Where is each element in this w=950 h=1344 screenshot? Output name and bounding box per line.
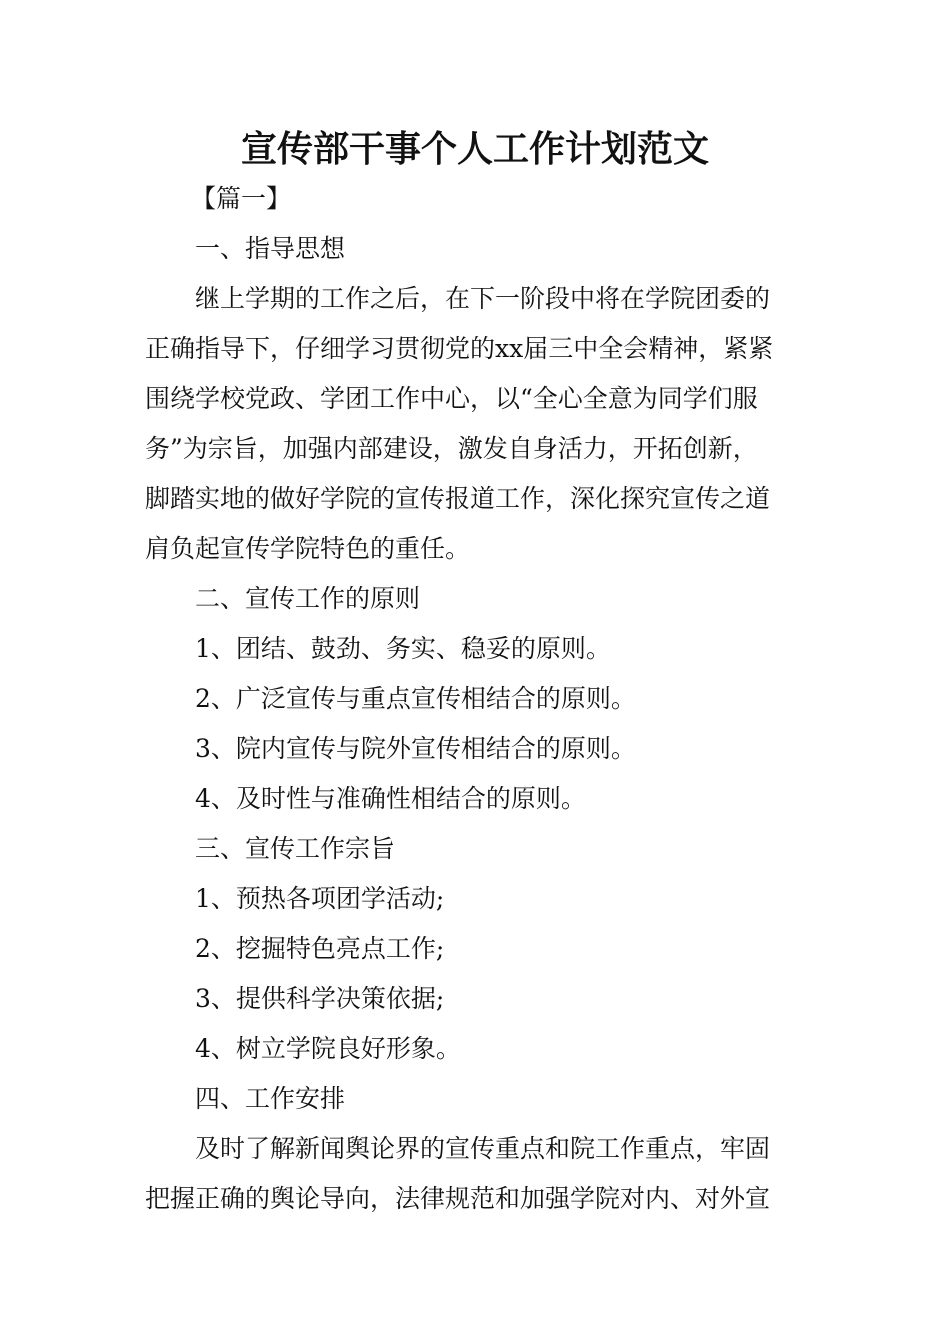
list-item: 1、团结、鼓劲、务实、稳妥的原则。	[195, 634, 611, 663]
list-item: 3、院内宣传与院外宣传相结合的原则。	[195, 734, 636, 763]
paragraph-line: 正确指导下，仔细学习贯彻党的xx届三中全会精神，紧紧	[145, 334, 774, 363]
heading-purpose: 三、宣传工作宗旨	[195, 834, 396, 863]
paragraph-line: 脚踏实地的做好学院的宣传报道工作，深化探究宣传之道	[145, 484, 771, 513]
heading-principles: 二、宣传工作的原则	[195, 584, 421, 613]
heading-work-arrangement: 四、工作安排	[195, 1084, 346, 1113]
part-label: 【篇一】	[191, 184, 292, 213]
list-item: 3、提供科学决策依据;	[195, 984, 445, 1013]
paragraph-line: 肩负起宣传学院特色的重任。	[145, 534, 471, 563]
heading-guiding-ideology: 一、指导思想	[195, 234, 346, 263]
list-item: 2、广泛宣传与重点宣传相结合的原则。	[195, 684, 636, 713]
paragraph-line: 把握正确的舆论导向，法律规范和加强学院对内、对外宣	[145, 1184, 771, 1213]
paragraph-line: 围绕学校党政、学团工作中心，以“全心全意为同学们服	[145, 384, 758, 413]
list-item: 2、挖掘特色亮点工作;	[195, 934, 445, 963]
list-item: 4、及时性与准确性相结合的原则。	[195, 784, 586, 813]
paragraph-line: 及时了解新闻舆论界的宣传重点和院工作重点，牢固	[195, 1134, 771, 1163]
list-item: 4、树立学院良好形象。	[195, 1034, 461, 1063]
document-title: 宣传部干事个人工作计划范文	[240, 129, 709, 170]
document-body	[145, 174, 809, 1224]
list-item: 1、预热各项团学活动;	[195, 884, 445, 913]
paragraph-line: 继上学期的工作之后，在下一阶段中将在学院团委的	[195, 284, 771, 313]
paragraph-line: 务”为宗旨，加强内部建设，激发自身活力，开拓创新，	[145, 434, 758, 463]
